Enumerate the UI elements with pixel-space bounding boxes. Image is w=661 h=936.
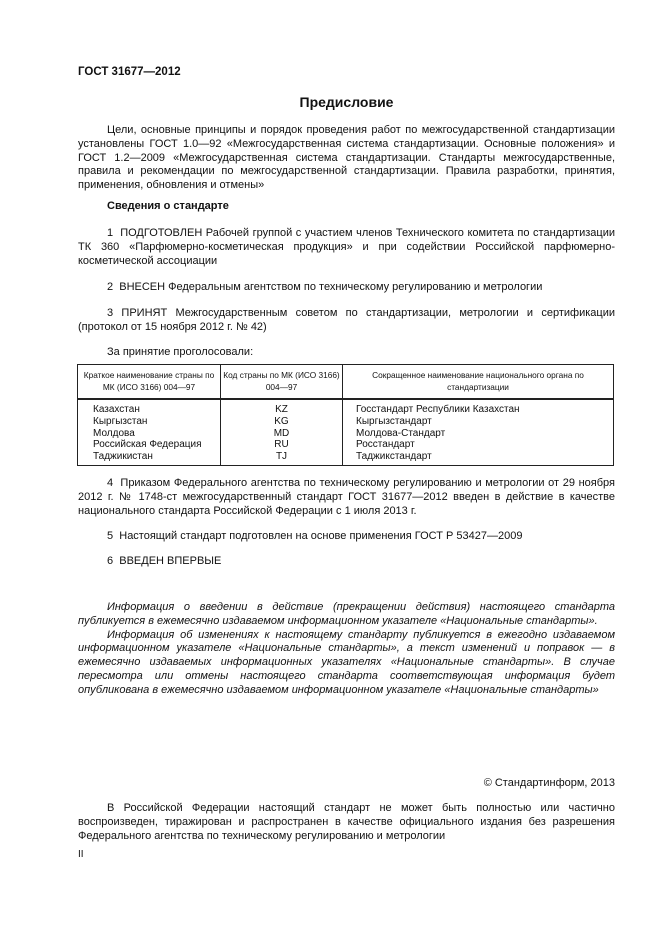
item-4-num: 4 xyxy=(107,477,114,489)
item-3 xyxy=(78,307,615,335)
publication-notice xyxy=(78,601,615,698)
table-cell-code: RU xyxy=(274,439,289,451)
intro-paragraph: Цели, основные принципы и порядок проведения работ по межгосударственной стандартизации установлены ГОСТ 1.0—92 «Межгосударственная система стандартизации. Основные положения» и ГОСТ 1.2—2009 «Межгосударственная система стандартизации. Стандарты межгосударственные, правила и рекомендации по межгосударственной стандартизации. Правила разработки, принятия, применения, обновления и отмены» xyxy=(78,124,615,192)
page-title: Предисловие xyxy=(299,94,394,110)
document-page xyxy=(78,0,615,936)
table-cell-body: Молдова-Стандарт xyxy=(356,427,446,439)
document-header-id: ГОСТ 31677—2012 xyxy=(78,66,181,78)
item-4-text: Приказом Федерального агентства по техническому регулированию и метрологии от 29 ноября 2012 г. № 1748-ст межгосударственный стандарт ГОСТ 31677—2012 введен в действие в качестве национального стандарта Российской Федерации с 1 июля 2013 г. xyxy=(78,477,615,517)
table-cell-body: Таджикстандарт xyxy=(356,451,432,463)
table-cell-country: Кыргызстан xyxy=(93,415,148,427)
item-2-num: 2 xyxy=(107,281,114,293)
column-country-names xyxy=(78,399,221,465)
votes-label: За принятие проголосовали: xyxy=(107,346,254,358)
table-cell-code: TJ xyxy=(275,451,288,463)
item-4 xyxy=(78,477,615,518)
header-country-name: Краткое наименование страны по МК (ИСО 3166) 004—97 xyxy=(78,365,221,400)
table-cell-code: KG xyxy=(274,415,289,427)
item-1 xyxy=(78,227,615,268)
column-standards-bodies xyxy=(343,399,614,465)
info-heading: Сведения о стандарте xyxy=(107,200,229,212)
item-5-num: 5 xyxy=(107,530,114,542)
item-5 xyxy=(78,530,615,544)
votes-table xyxy=(77,364,614,466)
table-cell-code: KZ xyxy=(275,404,288,415)
votes-table-header-row xyxy=(78,365,614,400)
item-6 xyxy=(78,555,615,569)
notice-paragraph-1: Информация о введении в действие (прекращении действия) настоящего стандарта публикуется в ежемесячно издаваемом информационном указателе «Национальные стандарты». xyxy=(78,601,615,627)
item-6-text: ВВЕДЕН ВПЕРВЫЕ xyxy=(119,555,222,567)
item-2 xyxy=(78,281,615,295)
table-cell-code: MD xyxy=(273,427,290,439)
notice-paragraph-2: Информация об изменениях к настоящему стандарту публикуется в ежегодно издаваемом информационном указателе «Национальные стандарты», а текст изменений и поправок — в ежемесячно издаваемых информационных указателях «Национальные стандарты». В случае пересмотра или отмены настоящего стандарта соответствующая информация будет опубликована в ежемесячно издаваемом информационном указателе «Национальные стандарты» xyxy=(78,628,615,696)
votes-table-body xyxy=(78,399,614,465)
table-cell-body: Росстандарт xyxy=(356,439,415,451)
item-6-num: 6 xyxy=(107,555,114,567)
rights-paragraph: В Российской Федерации настоящий стандарт не может быть полностью или частично воспроизведен, тиражирован и распространен в качестве официального издания без разрешения Федерального агентства по техническому регулированию и метрологии xyxy=(78,802,615,842)
table-cell-country: Молдова xyxy=(93,427,135,439)
item-5-text: Настоящий стандарт подготовлен на основе применения ГОСТ Р 53427—2009 xyxy=(119,530,523,542)
table-cell-country: Таджикистан xyxy=(93,451,153,463)
table-cell-body: Кыргызстандарт xyxy=(356,415,432,427)
item-3-text: ПРИНЯТ Межгосударственным советом по стандартизации, метрологии и сертификации (протокол от 15 ноября 2012 г. № 42) xyxy=(78,307,615,333)
header-standards-body: Сокращенное наименование национального органа по стандартизации xyxy=(343,365,614,400)
table-cell-country: Казахстан xyxy=(93,404,140,415)
item-1-text: ПОДГОТОВЛЕН Рабочей группой с участием членов Технического комитета по стандартизации ТК 360 «Парфюмерно-косметическая продукция» и при содействии Российской парфюмерно-косметической ассоциации xyxy=(78,227,615,267)
header-country-code: Код страны по МК (ИСО 3166) 004—97 xyxy=(221,365,343,400)
table-cell-country: Российская Федерация xyxy=(93,439,202,451)
column-country-codes xyxy=(221,399,343,465)
page-number: II xyxy=(78,849,84,860)
copyright-notice: © Стандартинформ, 2013 xyxy=(483,777,615,789)
table-cell-body: Госстандарт Республики Казахстан xyxy=(356,404,520,415)
item-2-text: ВНЕСЕН Федеральным агентством по техническому регулированию и метрологии xyxy=(119,281,543,293)
item-3-num: 3 xyxy=(107,307,114,319)
item-1-num: 1 xyxy=(107,227,114,239)
